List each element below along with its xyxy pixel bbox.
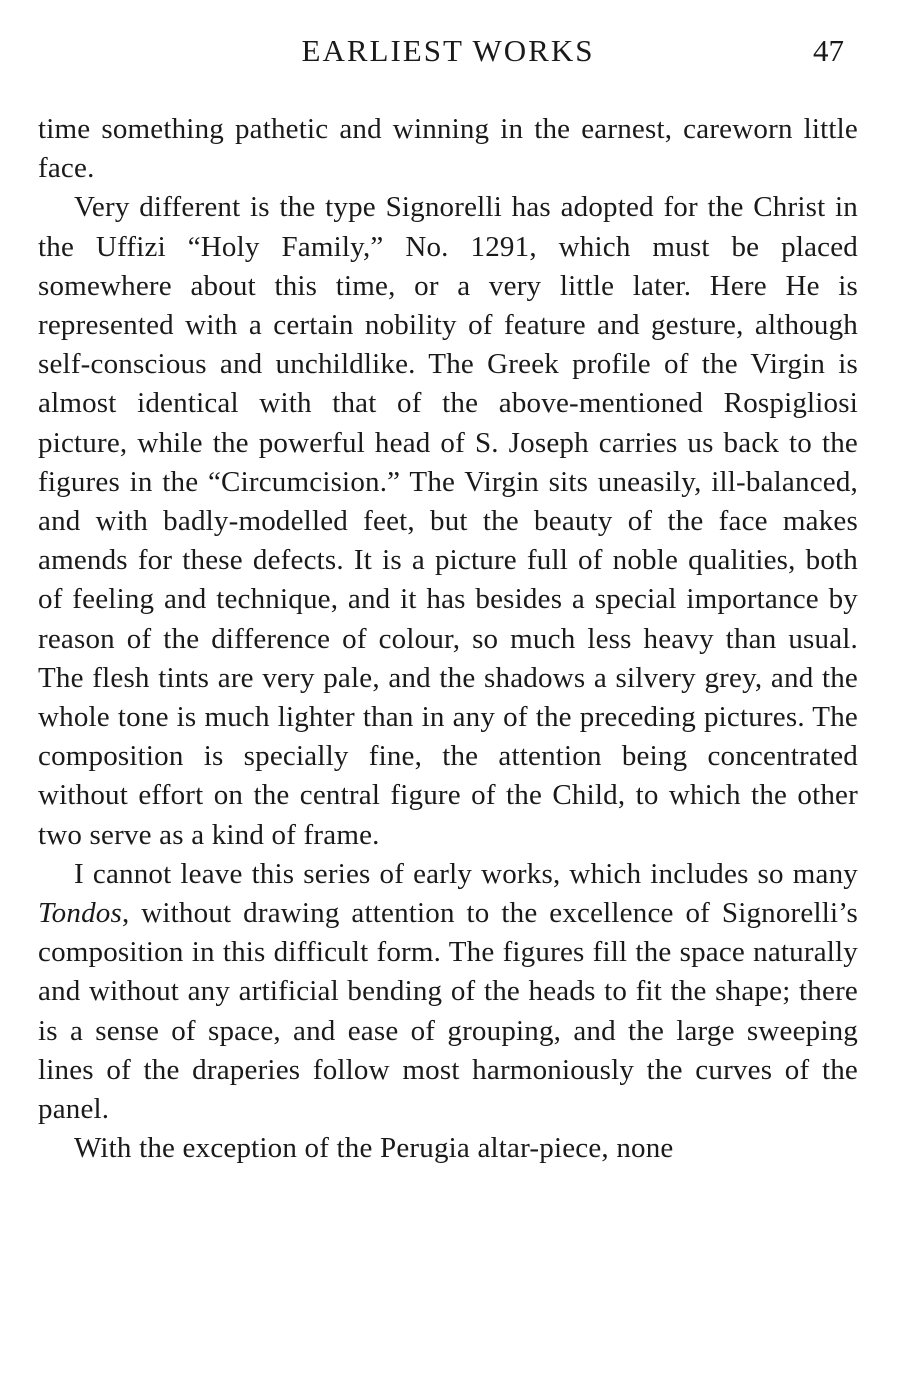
paragraph-perugia: With the exception of the Perugia altar-piece, none [74, 1132, 674, 1165]
book-page [38, 28, 858, 1168]
page-number: 47 [813, 33, 844, 68]
paragraph-holy-family: Very different is the type Signorelli has adopted for the Christ in the Uffizi “Holy Family,” No. 1291, which must be placed somewhere about this time, or a very little later. Here He is represented with a certain nobility of feature and gesture, although self-conscious and unchildlike. The Greek profile of the Virgin is almost identical with that of the above-mentioned Rospigliosi picture, while the powerful head of S. Joseph carries us back to the figures in the “Circumcision.” The Virgin sits uneasily, ill-balanced, and with badly-modelled feet, but the beauty of the face makes amends for these defects. It is a picture full of noble qualities, both of feeling and technique, and it has besides a special importance by reason of the difference of colour, so much less heavy than usual. The flesh tints are very pale, and the shadows a silvery grey, and the whole tone is much lighter than in any of the preceding pictures. The composition is specially fine, the attention being concentrated without effort on the central figure of the Child, to which the other two serve as a kind of frame. [38, 191, 858, 851]
paragraph-tondos-end: , without drawing attention to the excellence of Signorelli’s composition in this difficult form. The figures fill the space naturally and without any artificial bending of the heads to fit the shape; there is a sense of space, and ease of grouping, and the large sweeping lines of the draperies follow most harmoniously the curves of the panel. [38, 897, 858, 1126]
body-text [38, 110, 858, 1168]
paragraph-tondos [38, 855, 858, 1129]
running-head [38, 28, 858, 74]
paragraph-tondos-start: I cannot leave this series of early works, which includes so many [74, 857, 858, 890]
italic-term-tondos: Tondos [38, 897, 122, 930]
running-title: EARLIEST WORKS [301, 33, 595, 68]
paragraph-continuation: time something pathetic and winning in the earnest, careworn little face. [38, 113, 858, 185]
